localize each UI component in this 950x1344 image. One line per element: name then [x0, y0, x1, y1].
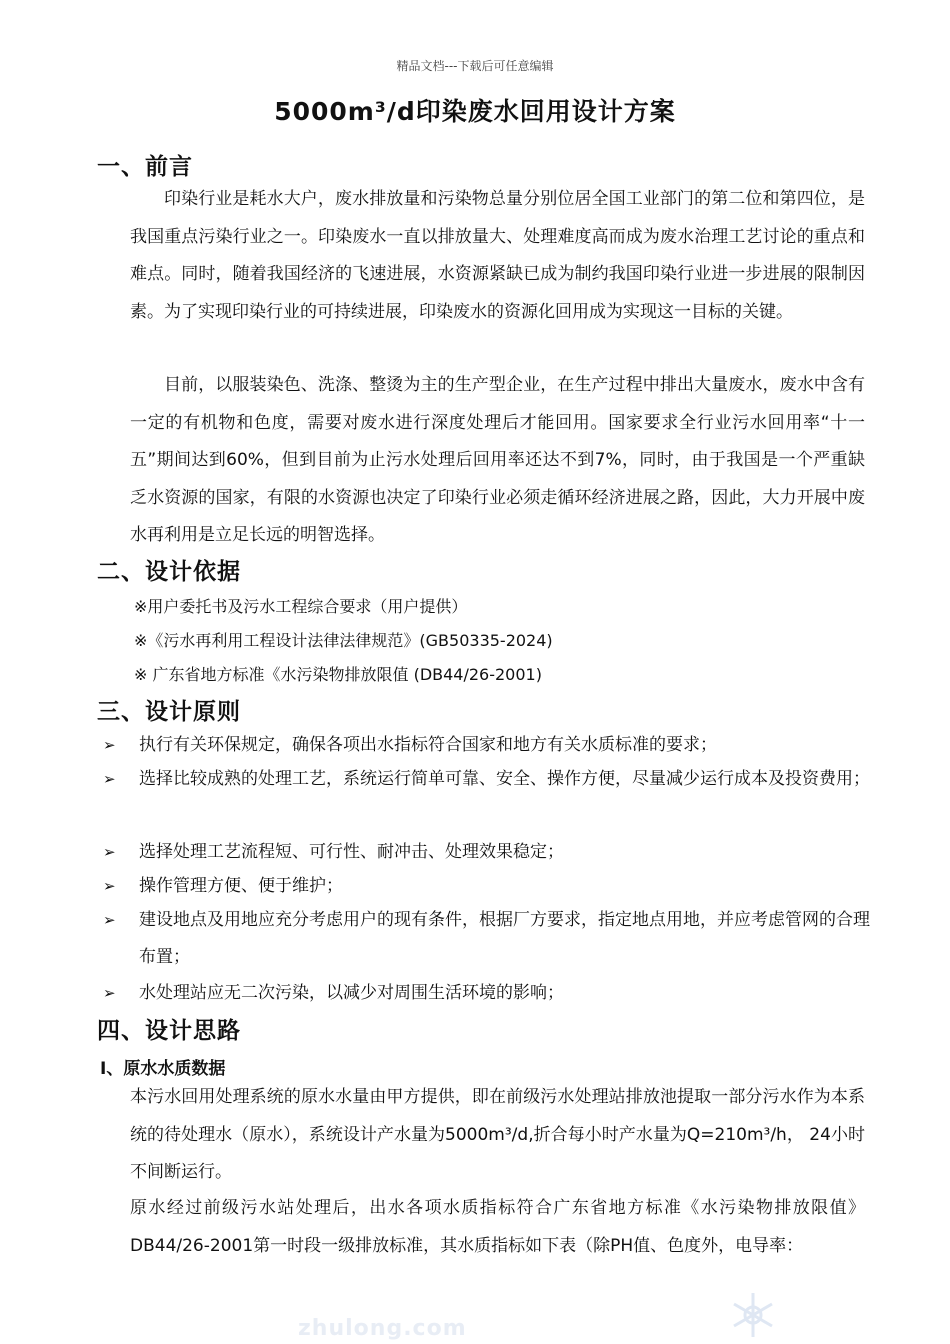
- principle-text: 执行有关环保规定，确保各项出水指标符合国家和地方有关水质标准的要求；: [139, 735, 717, 755]
- preface-paragraph-2: 目前，以服装染色、洗涤、整烫为主的生产型企业，在生产过程中排出大量废水，废水中含有一定的有机物和色度，需要对废水进行深度处理后才能回用。国家要求全行业污水回用率“十一五”期间达到60%，但到目前为止污水处理后回用率还达不到7%，同时，由于我国是一个严重缺乏水资源的国家，有限的水资源也决定了印染行业必须走循环经济进展之路，因此，大力开展中废水再利用是立足长远的明智选择。: [130, 375, 865, 545]
- subsection-heading-raw-water: Ⅰ、原水水质数据: [100, 1059, 226, 1079]
- principle-item: [103, 868, 873, 905]
- raw-water-paragraph-2: 原水经过前级污水站处理后，出水各项水质指标符合广东省地方标准《水污染物排放限值》DB44/26-2001第一时段一级排放标准，其水质指标如下表（除PH值、色度外，电导率：: [130, 1198, 865, 1256]
- section-heading-preface: 一、前言: [97, 154, 193, 180]
- arrow-bullet-icon: ➢: [103, 770, 116, 788]
- section-heading-design-principles: 三、设计原则: [97, 699, 241, 725]
- principle-text: 选择处理工艺流程短、可行性、耐冲击、处理效果稳定；: [139, 842, 564, 862]
- design-basis-ref-1: ※用户委托书及污水工程综合要求（用户提供）: [134, 597, 468, 616]
- arrow-bullet-icon: ➢: [103, 984, 116, 1002]
- design-basis-ref-3: ※ 广东省地方标准《水污染物排放限值 (DB44/26-2001): [134, 665, 542, 684]
- page-header: 精品文档---下载后可任意编辑: [396, 59, 554, 73]
- section-heading-design-approach: 四、设计思路: [97, 1018, 241, 1044]
- section-heading-design-basis: 二、设计依据: [97, 559, 241, 585]
- document-title: 5000m³/d印染废水回用设计方案: [274, 97, 676, 126]
- raw-water-paragraph-1: 本污水回用处理系统的原水水量由甲方提供，即在前级污水处理站排放池提取一部分污水作为本系统的待处理水（原水），系统设计产水量为5000m³/d,折合每小时产水量为Q=210m³/h， 24小时不间断运行。: [130, 1087, 865, 1182]
- principle-item: [103, 727, 873, 764]
- arrow-bullet-icon: ➢: [103, 843, 116, 861]
- principle-item: [103, 902, 873, 976]
- principle-text: 选择比较成熟的处理工艺，系统运行简单可靠、安全、操作方便，尽量减少运行成本及投资费用；: [139, 769, 870, 789]
- principle-item: [103, 975, 873, 1012]
- arrow-bullet-icon: ➢: [103, 911, 116, 929]
- principle-item: [103, 834, 873, 871]
- principle-text: 建设地点及用地应充分考虑用户的现有条件，根据厂方要求，指定地点用地，并应考虑管网的合理布置；: [139, 910, 870, 967]
- design-basis-ref-2: ※《污水再利用工程设计法律法律规范》(GB50335-2024): [134, 631, 553, 650]
- principle-text: 操作管理方便、便于维护；: [139, 876, 343, 896]
- watermark-text: zhulong.com: [298, 1316, 467, 1341]
- preface-paragraph-1: 印染行业是耗水大户，废水排放量和污染物总量分别位居全国工业部门的第二位和第四位，是我国重点污染行业之一。印染废水一直以排放量大、处理难度高而成为废水治理工艺讨论的重点和难点。同时，随着我国经济的飞速进展，水资源紧缺已成为制约我国印染行业进一步进展的限制因素。为了实现印染行业的可持续进展，印染废水的资源化回用成为实现这一目标的关键。: [130, 189, 865, 322]
- snowflake-watermark-icon: [728, 1290, 778, 1340]
- principle-text: 水处理站应无二次污染，以减少对周围生活环境的影响；: [139, 983, 564, 1003]
- arrow-bullet-icon: ➢: [103, 877, 116, 895]
- principle-item: [103, 761, 873, 798]
- arrow-bullet-icon: ➢: [103, 736, 116, 754]
